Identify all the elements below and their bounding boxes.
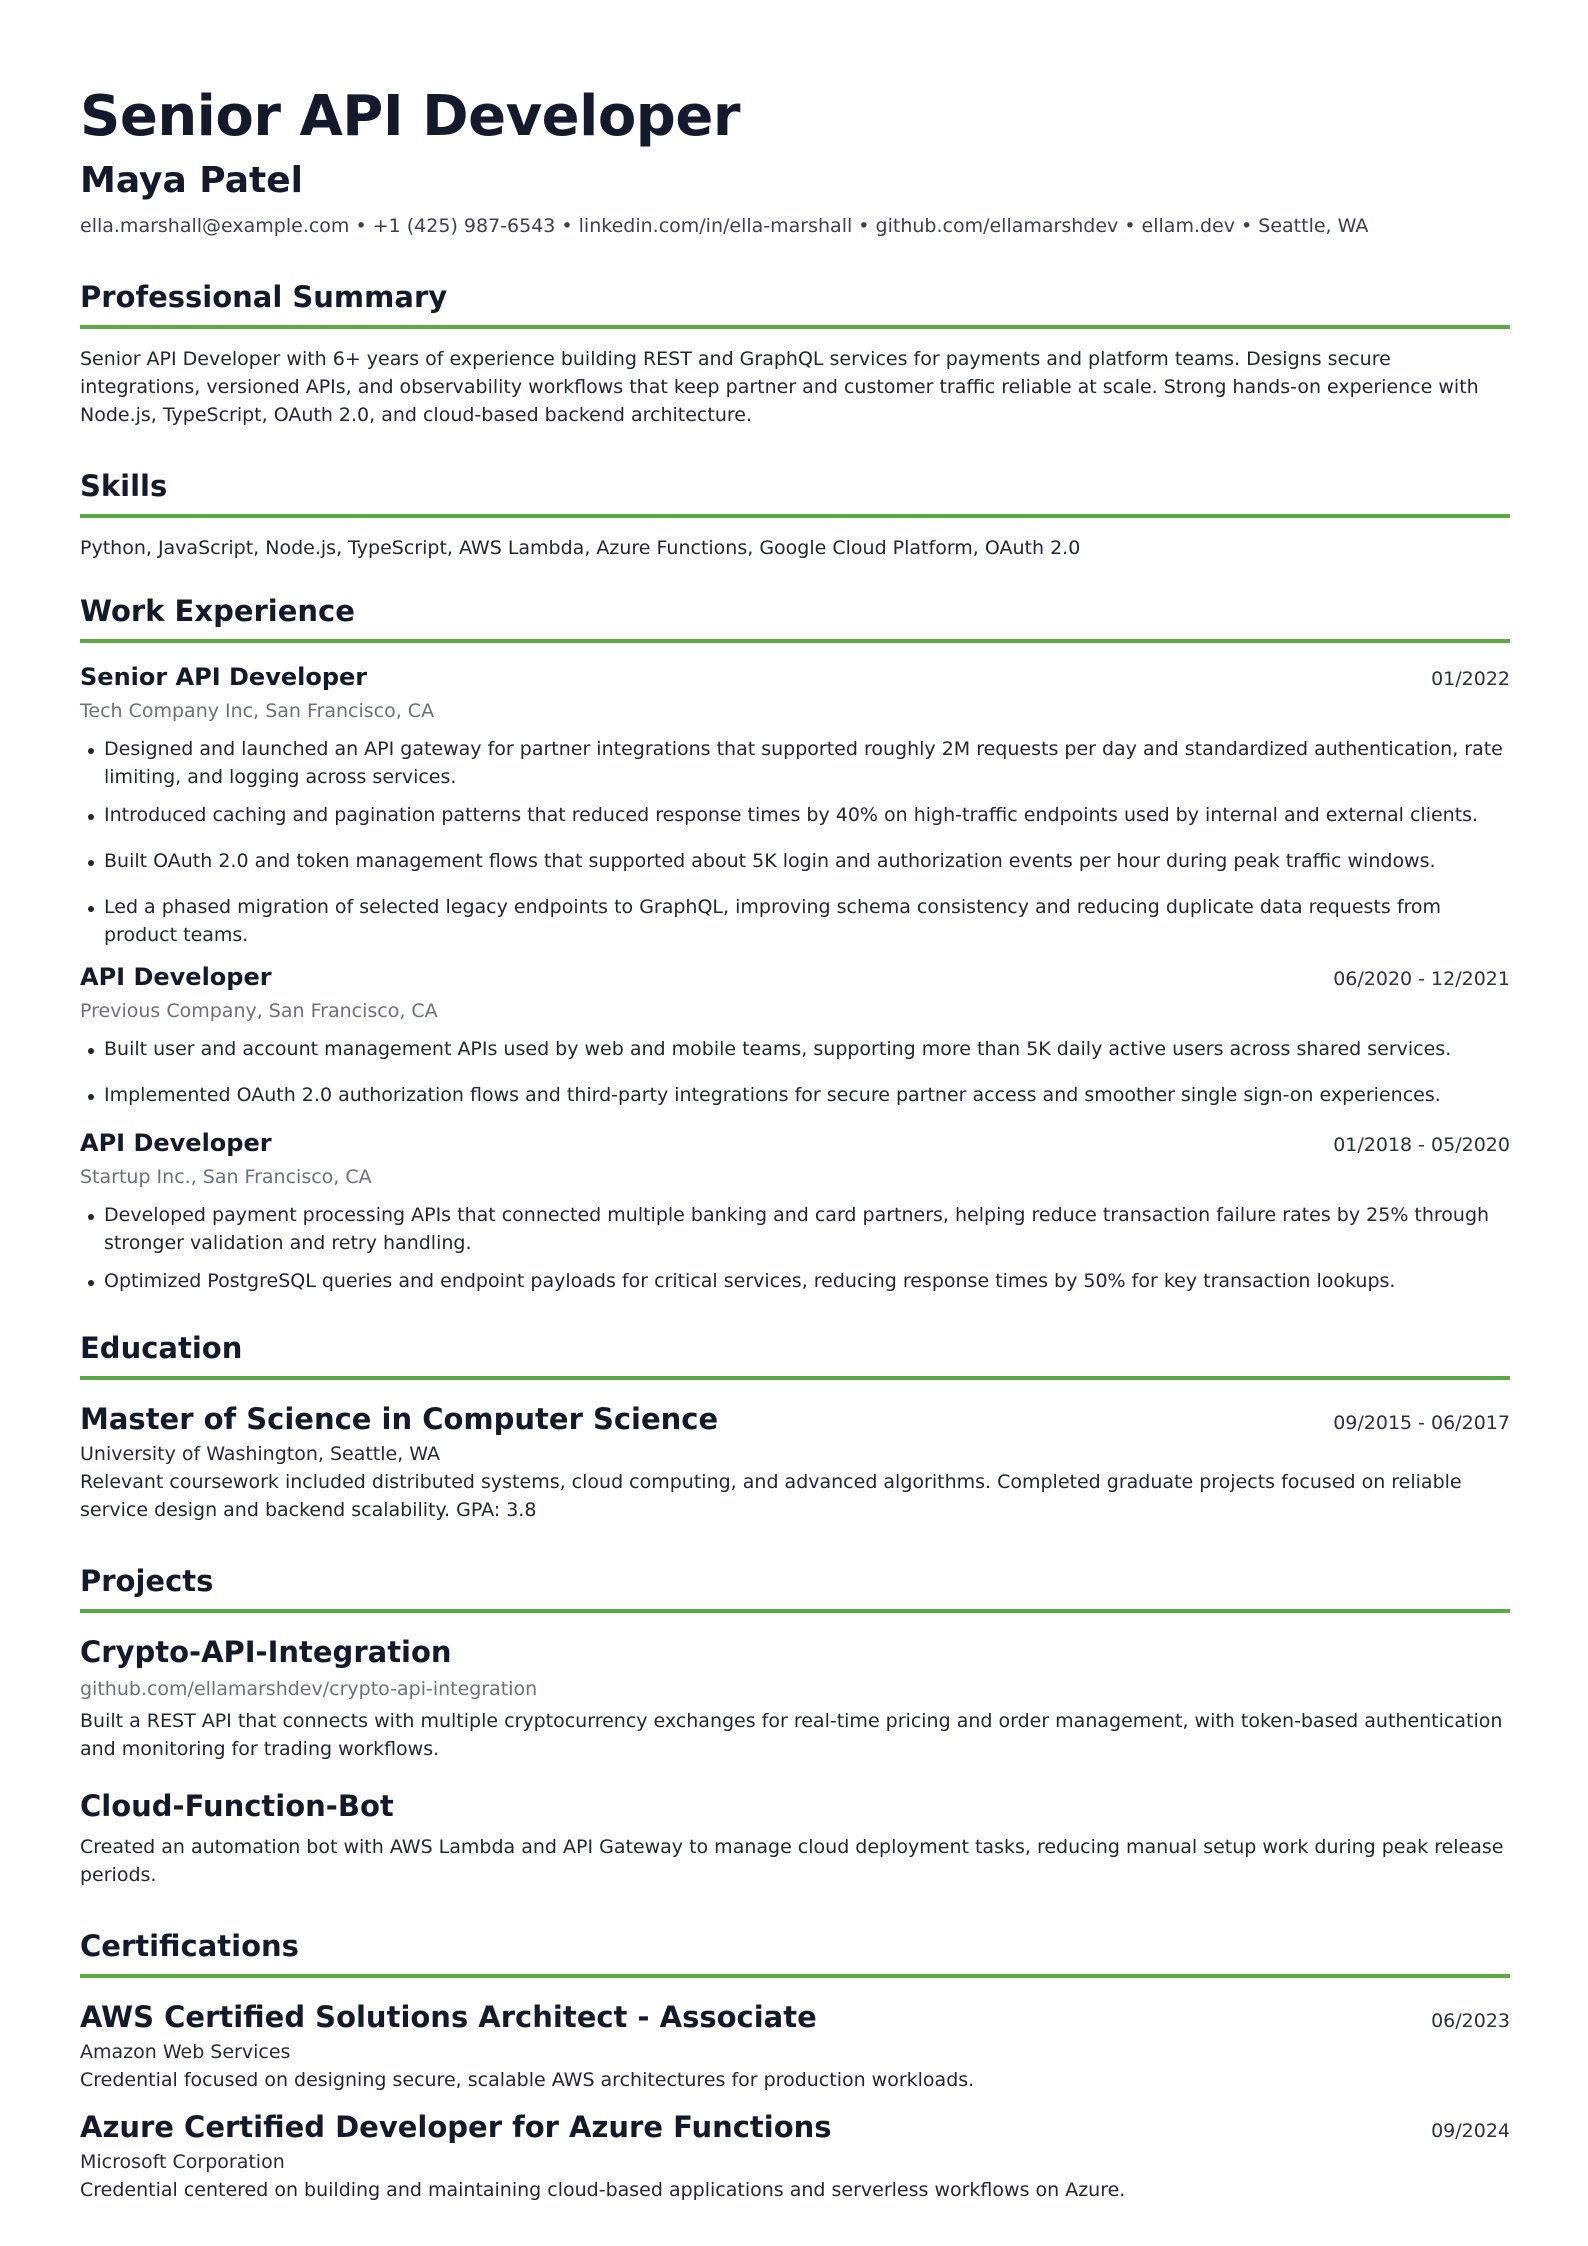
job-bullet: Led a phased migration of selected legacy endpoints to GraphQL, improving schema consistency and reducing duplicate data requests from product teams. [80,893,1510,949]
job-entry [80,961,1510,1109]
job-company: Tech Company Inc, San Francisco, CA [80,700,435,722]
job-bullets [80,1201,1510,1295]
job-bullet: Developed payment processing APIs that connected multiple banking and card partners, helping reduce transaction failure rates by 25% through stronger validation and retry handling. [80,1201,1510,1257]
candidate-name: Maya Patel [80,160,303,201]
section-divider [80,325,1510,329]
projects-section [80,1562,1510,1889]
job-date: 06/2020 - 12/2021 [1333,968,1510,990]
certification-issuer: Amazon Web Services [80,2041,291,2063]
project-description: Created an automation bot with AWS Lambda and API Gateway to manage cloud deployment tasks, reducing manual setup work during peak release periods. [80,1836,1504,1886]
section-divider [80,1609,1510,1613]
certification-entry [80,2108,1510,2204]
experience-heading: Work Experience [80,594,355,628]
job-bullets [80,735,1510,949]
job-entry [80,1127,1510,1295]
certifications-heading: Certifications [80,1929,299,1963]
contact-line: ella.marshall@example.com • +1 (425) 987-6543 • linkedin.com/in/ella-marshall • github.com/ellamarshdev • ellam.dev • Seattle, WA [80,215,1369,237]
job-bullet: Built user and account management APIs used by web and mobile teams, supporting more than 5K daily active users across shared services. [80,1035,1510,1063]
job-title: Senior API Developer [80,663,368,691]
skills-text: Python, JavaScript, Node.js, TypeScript, AWS Lambda, Azure Functions, Google Cloud Platform, OAuth 2.0 [80,537,1081,559]
section-divider [80,639,1510,643]
job-entry [80,661,1510,949]
certification-entry [80,1998,1510,2094]
job-bullets [80,1035,1510,1109]
job-title: API Developer [80,963,272,991]
job-bullet: Optimized PostgreSQL queries and endpoint payloads for critical services, reducing response times by 50% for key transaction lookups. [80,1267,1510,1295]
experience-section [80,592,1510,1295]
job-bullet: Built OAuth 2.0 and token management flows that supported about 5K login and authorization events per hour during peak traffic windows. [80,847,1510,875]
job-date: 01/2018 - 05/2020 [1333,1134,1510,1156]
section-divider [80,514,1510,518]
education-heading: Education [80,1331,243,1365]
certifications-section [80,1927,1510,2204]
job-bullet: Introduced caching and pagination patterns that reduced response times by 40% on high-traffic endpoints used by internal and external clients. [80,801,1510,829]
job-bullet: Designed and launched an API gateway for partner integrations that supported roughly 2M requests per day and standardized authentication, rate limiting, and logging across services. [80,735,1510,791]
job-title: API Developer [80,1129,272,1157]
project-link[interactable]: github.com/ellamarshdev/crypto-api-integration [80,1678,538,1700]
skills-heading: Skills [80,469,168,503]
education-date: 09/2015 - 06/2017 [1333,1412,1510,1434]
summary-text: Senior API Developer with 6+ years of experience building REST and GraphQL services for payments and platform teams. Designs secure integrations, versioned APIs, and observability workflows that keep partner and customer traffic reliable at scale. Strong hands-on experience with Node.js, TypeScript, OAuth 2.0, and cloud-based backend architecture. [80,348,1479,426]
certification-description: Credential centered on building and maintaining cloud-based applications and serverless workflows on Azure. [80,2179,1126,2201]
project-name: Crypto-API-Integration [80,1635,452,1669]
certification-date: 06/2023 [1431,2010,1510,2032]
school-name: University of Washington, Seattle, WA [80,1443,441,1465]
certification-date: 09/2024 [1431,2120,1510,2142]
section-divider [80,1974,1510,1978]
degree-title: Master of Science in Computer Science [80,1402,719,1436]
summary-heading: Professional Summary [80,280,448,314]
education-details: Relevant coursework included distributed systems, cloud computing, and advanced algorithms. Completed graduate projects focused on reliable service design and backend scalability. GPA: 3.8 [80,1471,1462,1521]
certification-name: Azure Certified Developer for Azure Functions [80,2110,832,2144]
project-description: Built a REST API that connects with multiple cryptocurrency exchanges for real-time pricing and order management, with token-based authentication and monitoring for trading workflows. [80,1710,1503,1760]
education-entry [80,1400,1510,1524]
skills-section [80,467,1510,562]
project-entry [80,1787,1510,1889]
job-date: 01/2022 [1431,668,1510,690]
job-bullet: Implemented OAuth 2.0 authorization flows and third-party integrations for secure partner access and smoother single sign-on experiences. [80,1081,1510,1109]
section-divider [80,1376,1510,1380]
certification-description: Credential focused on designing secure, scalable AWS architectures for production workloads. [80,2069,975,2091]
job-company: Previous Company, San Francisco, CA [80,1000,438,1022]
project-name: Cloud-Function-Bot [80,1789,394,1823]
resume-title: Senior API Developer [80,84,740,149]
resume-content [80,82,1510,2204]
education-section [80,1329,1510,1524]
certification-issuer: Microsoft Corporation [80,2151,285,2173]
summary-section [80,278,1510,429]
certification-name: AWS Certified Solutions Architect - Associate [80,2000,817,2034]
job-company: Startup Inc., San Francisco, CA [80,1166,372,1188]
project-entry [80,1633,1510,1763]
projects-heading: Projects [80,1564,214,1598]
